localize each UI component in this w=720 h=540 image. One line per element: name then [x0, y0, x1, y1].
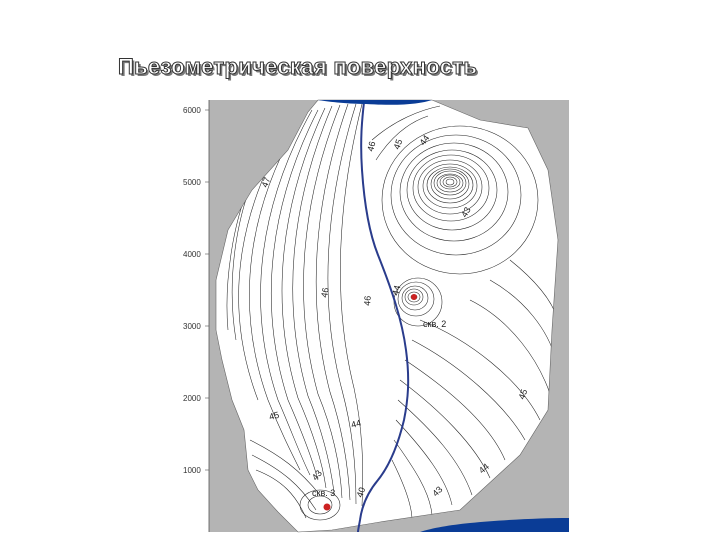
y-tick-label: 5000 — [183, 178, 201, 187]
well-3-marker — [324, 504, 331, 511]
contour-label: 47 — [259, 175, 273, 189]
contour-label: 44 — [349, 417, 363, 430]
contour-label: 46 — [365, 140, 378, 153]
contour-label: 44 — [476, 461, 491, 476]
contour-label: 43 — [459, 205, 473, 219]
y-axis-ticks — [183, 106, 209, 475]
y-tick-label: 4000 — [183, 250, 201, 259]
y-tick-label: 6000 — [183, 106, 201, 115]
contour-label: 43 — [430, 484, 445, 499]
contour-label: 46 — [362, 295, 373, 307]
contour-label: 45 — [516, 387, 530, 401]
contour-label: 45 — [391, 137, 405, 151]
well-3-label: скв. 3 — [312, 488, 336, 498]
y-tick-label: 3000 — [183, 322, 201, 331]
contour-label: 45 — [267, 409, 281, 422]
contour-label: 46 — [319, 286, 331, 299]
y-tick-label: 1000 — [183, 466, 201, 475]
contour-label: 44 — [417, 133, 432, 148]
contour-label: 44 — [390, 284, 403, 297]
y-tick-label: 2000 — [183, 394, 201, 403]
well-2-label: скв. 2 — [423, 319, 447, 329]
slide-title: Пьезометрическая поверхность — [118, 54, 478, 79]
contour-label: 40 — [354, 485, 368, 499]
contour-label: 43 — [309, 468, 324, 483]
well-2-marker — [411, 294, 417, 300]
